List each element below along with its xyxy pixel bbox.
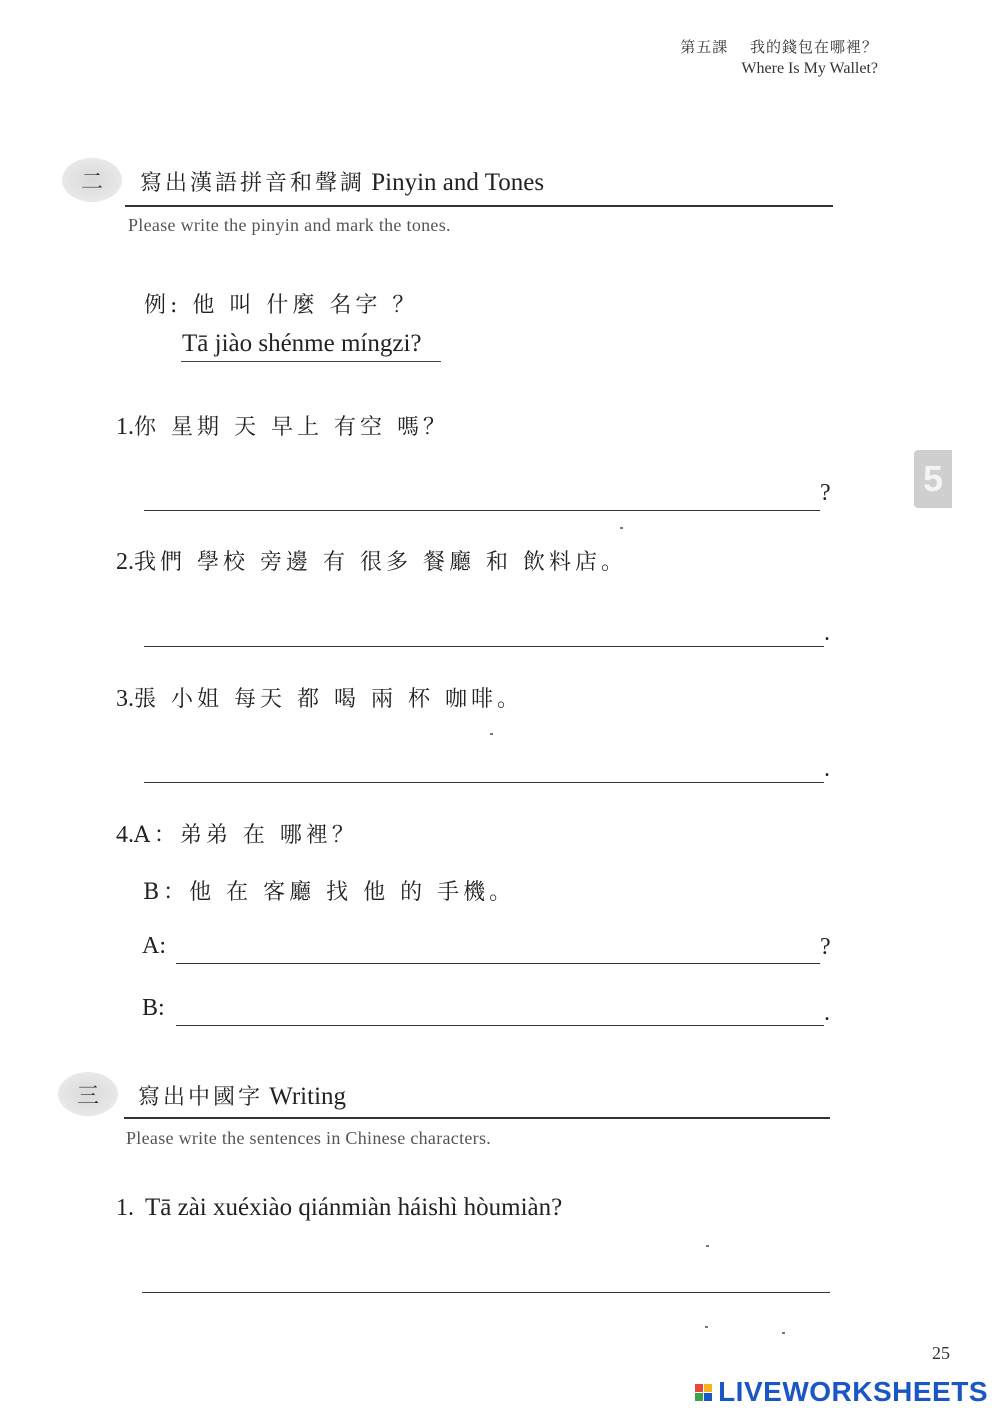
answer-4b-input[interactable] [176, 994, 828, 1024]
answer-4a-input[interactable] [176, 932, 824, 962]
question-1-number: 1. [116, 414, 134, 440]
logo-square-blue [704, 1393, 712, 1401]
answer-3-input[interactable] [144, 750, 828, 780]
question-2-number: 2. [116, 549, 134, 575]
section-2-title-cn: 寫出漢語拼音和聲調 [140, 171, 366, 196]
example-chinese: 他 叫 什麼 名字 ？ [192, 293, 419, 318]
chapter-tab: 5 [914, 450, 952, 508]
question-4-a [116, 818, 358, 849]
section-3-title-cn: 寫出中國字 [138, 1085, 264, 1110]
question-4-number: 4. [116, 822, 134, 848]
writing-question-1-text: Tā zài xuéxiào qiánmiàn háishì hòumiàn? [145, 1194, 563, 1221]
question-4-b-text: 他 在 客廳 找 他 的 手機。 [189, 880, 516, 905]
answer-4b-label: B: [142, 995, 165, 1021]
answer-3-end-punct: . [824, 756, 830, 782]
answer-1-input[interactable] [144, 478, 824, 508]
answer-4a-line [176, 963, 820, 964]
example-sentence [144, 288, 418, 319]
answer-4b-end-punct: . [824, 1000, 830, 1026]
logo-square-green [695, 1393, 703, 1401]
question-4-a-label: A： [134, 823, 180, 848]
question-2-text: 我們 學校 旁邊 有 很多 餐廳 和 飲料店。 [134, 550, 627, 575]
question-2 [116, 545, 627, 576]
answer-4a-label: A: [142, 933, 166, 959]
section-3-rule [124, 1117, 830, 1119]
answer-2-input[interactable] [144, 614, 828, 644]
answer-1-line [144, 510, 820, 511]
writing-answer-1-input[interactable] [142, 1260, 834, 1290]
answer-4a-end-punct: ? [820, 934, 831, 960]
section-2-badge: 二 [62, 158, 122, 202]
answer-2-line [144, 646, 824, 647]
liveworksheets-logo-icon [695, 1384, 712, 1401]
section-3-title [138, 1080, 346, 1111]
section-3-title-en: Writing [269, 1083, 347, 1110]
section-2-rule [125, 205, 833, 207]
answer-2-end-punct: . [824, 620, 830, 646]
section-3-badge: 三 [58, 1072, 118, 1116]
question-3-number: 3. [116, 686, 134, 712]
answer-3-line [144, 782, 824, 783]
scan-speck [490, 733, 493, 735]
section-2-title-en: Pinyin and Tones [371, 169, 545, 196]
answer-4b-line [176, 1025, 824, 1026]
scan-speck [705, 1326, 708, 1328]
section-2-title [140, 166, 544, 197]
question-1 [116, 410, 449, 441]
question-4-b-label: B： [143, 880, 190, 905]
writing-question-1 [116, 1194, 562, 1222]
logo-square-red [695, 1384, 703, 1392]
writing-answer-1-line [142, 1292, 830, 1293]
writing-question-1-number: 1. [116, 1195, 134, 1221]
section-2-instruction: Please write the pinyin and mark the tones. [128, 215, 451, 235]
logo-square-yellow [704, 1384, 712, 1392]
example-underline [181, 361, 441, 362]
scan-speck [620, 527, 623, 529]
liveworksheets-wordmark: LIVEWORKSHEETS [718, 1376, 988, 1407]
scan-speck [782, 1332, 785, 1334]
answer-1-end-punct: ? [820, 480, 831, 506]
question-1-text: 你 星期 天 早上 有空 嗎？ [134, 415, 449, 440]
example-label: 例: [144, 293, 182, 318]
lesson-title-english: Where Is My Wallet? [741, 60, 878, 77]
page-number: 25 [932, 1343, 950, 1363]
example-pinyin: Tā jiào shénme míngzi? [182, 330, 422, 357]
lesson-title-chinese: 第五課 我的錢包在哪裡？ [680, 38, 878, 56]
question-3-text: 張 小姐 每天 都 喝 兩 杯 咖啡。 [134, 687, 523, 712]
liveworksheets-brand [695, 1376, 988, 1408]
question-4-a-text: 弟弟 在 哪裡？ [179, 823, 358, 848]
section-3-instruction: Please write the sentences in Chinese characters. [126, 1128, 492, 1148]
question-4-b [143, 875, 515, 906]
question-3 [116, 682, 523, 713]
scan-speck [706, 1245, 709, 1247]
